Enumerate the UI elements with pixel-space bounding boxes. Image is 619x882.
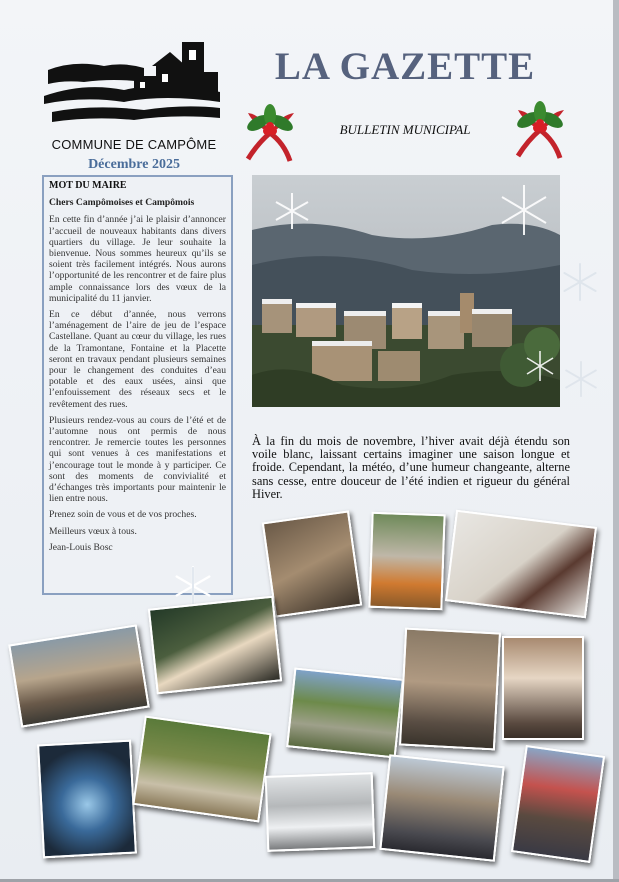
mayor-paragraph: Prenez soin de vous et de vos proches.	[49, 509, 197, 521]
mayor-paragraph: En ce début d’année, nous verrons l’aménagement de l’aire de jeu de l’espace Castellane. Quant au cœur du village, les rues de la Tramontane, Fontaine et la Placette seront en travaux pendant plusieurs semaines pour le changement des conduites d’eau potable et des eaux usées, ainsi que l’enfouissement des réseaux secs et le revêtement des rues.	[49, 309, 226, 410]
event-photo	[132, 716, 271, 823]
mayor-heading: MOT DU MAIRE	[49, 180, 127, 191]
event-photo	[368, 512, 445, 611]
snowflake-icon	[172, 565, 214, 607]
snowflake-icon	[562, 360, 600, 398]
issue-date: Décembre 2025	[88, 157, 180, 172]
page-edge	[613, 0, 619, 882]
event-photo	[286, 667, 404, 758]
event-photo	[511, 745, 605, 863]
event-photo	[37, 740, 137, 859]
holly-icon	[510, 100, 570, 162]
village-winter-photo	[252, 175, 560, 407]
mayor-paragraph: Plusieurs rendez-vous au cours de l’été et de l’automne nous ont permis de nous rencontrer. Je remercie toutes les personnes qui sont venues à ces manifestations et j’encourage tout le monde à y participer. Ce sont des moments de convivialité et d’échanges très importants pour maintenir le lien entre nous.	[49, 414, 226, 505]
snowflake-icon	[560, 262, 600, 302]
mayor-greeting: Chers Campômoises et Campômois	[49, 197, 195, 209]
page-title: LA GAZETTE	[274, 45, 536, 88]
event-photo	[379, 754, 504, 862]
mayor-signature: Jean-Louis Bosc	[49, 541, 113, 553]
event-photo	[265, 772, 376, 852]
village-logo	[44, 38, 220, 130]
event-photo	[502, 636, 584, 740]
holly-icon	[240, 103, 300, 165]
event-photo	[148, 596, 282, 695]
mayor-message-box	[42, 175, 233, 595]
page-subtitle: BULLETIN MUNICIPAL	[339, 122, 471, 137]
mayor-paragraph: En cette fin d’année j’ai le plaisir d’annoncer l’accueil de nouveaux habitants dans divers quartiers du village. Je leur souhaite la bienvenue. Nous sommes heureux qu’ils se soient très facilement intégrés. Nous aurons l’opportunité de les rencontrer et de faire plus ample connaissance lors des vœux de la municipalité du 11 janvier.	[49, 214, 226, 304]
winter-caption: À la fin du mois de novembre, l’hiver avait déjà étendu son voile blanc, laissant certains imaginer une saison longue et froide. Cependant, la météo, d’une humeur changeante, alterne sans cesse, entre douceur de l’été indien et rigueur du général Hiver.	[252, 434, 570, 501]
event-photo	[399, 628, 501, 751]
event-photo	[262, 510, 363, 617]
commune-name: COMMUNE DE CAMPÔME	[51, 137, 217, 152]
event-photo	[445, 510, 597, 619]
mayor-paragraph: Meilleurs vœux à tous.	[49, 525, 137, 537]
